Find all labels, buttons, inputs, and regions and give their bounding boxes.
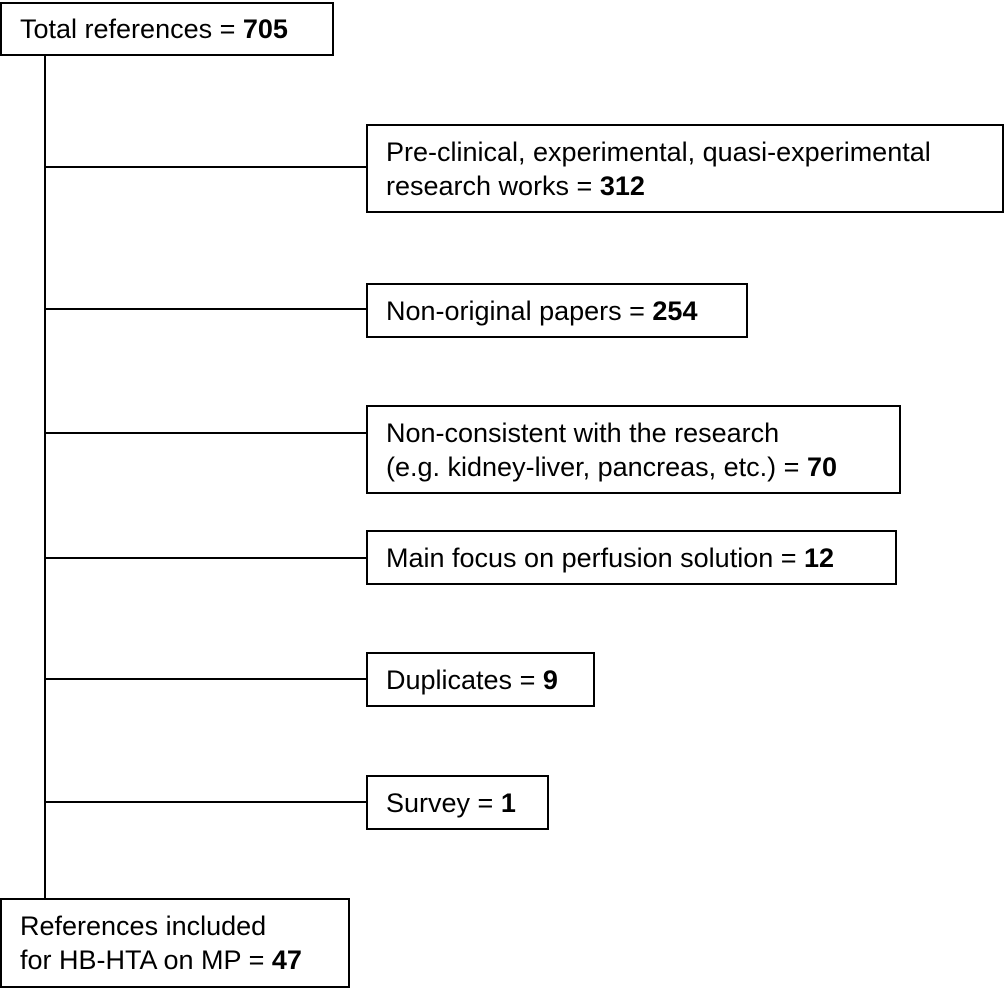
exclusion-duplicates-count: 9	[542, 664, 558, 695]
total-references-count: 705	[242, 14, 288, 44]
exclusion-duplicates-line	[386, 663, 575, 697]
connector-line-2	[45, 308, 367, 310]
exclusion-non-consistent-text: (e.g. kidney-liver, pancreas, etc.) =	[386, 451, 807, 482]
exclusion-preclinical-line2	[386, 169, 984, 203]
exclusion-preclinical-line1: Pre-clinical, experimental, quasi-experimental	[386, 136, 931, 167]
included-references-count: 47	[271, 945, 302, 975]
connector-line-5	[45, 678, 367, 680]
exclusion-preclinical-text: research works =	[386, 170, 600, 201]
connector-line-6	[45, 801, 367, 803]
exclusion-non-consistent-count: 70	[806, 451, 837, 482]
exclusion-non-original-text: Non-original papers =	[386, 295, 653, 326]
exclusion-box-non-consistent	[366, 405, 901, 494]
exclusion-survey-text: Survey =	[386, 787, 501, 818]
exclusion-perfusion-text: Main focus on perfusion solution =	[386, 542, 804, 573]
exclusion-preclinical-count: 312	[599, 170, 645, 201]
exclusion-box-duplicates	[366, 652, 595, 707]
exclusion-survey-line	[386, 786, 529, 820]
exclusion-non-original-count: 254	[652, 295, 698, 326]
included-references-box	[0, 898, 350, 988]
exclusion-box-perfusion	[366, 530, 897, 585]
exclusion-survey-count: 1	[500, 787, 516, 818]
exclusion-duplicates-text: Duplicates =	[386, 664, 543, 695]
included-references-line1: References included	[20, 911, 267, 941]
total-references-label	[20, 12, 314, 46]
exclusion-box-preclinical	[366, 124, 1004, 213]
exclusion-box-survey	[366, 775, 549, 830]
exclusion-non-consistent-line1: Non-consistent with the research	[386, 417, 780, 448]
connector-line-3	[45, 432, 367, 434]
connector-line-4	[45, 557, 367, 559]
included-references-text: for HB-HTA on MP =	[20, 945, 272, 975]
exclusion-box-non-original	[366, 283, 748, 338]
exclusion-perfusion-line	[386, 541, 877, 575]
main-trunk-line	[44, 54, 46, 900]
total-references-box	[0, 2, 334, 56]
connector-line-1	[45, 166, 367, 168]
included-references-line2	[20, 943, 330, 977]
total-references-text: Total references =	[20, 14, 243, 44]
exclusion-non-consistent-line2	[386, 450, 881, 484]
exclusion-perfusion-count: 12	[804, 542, 835, 573]
exclusion-non-original-line	[386, 294, 728, 328]
